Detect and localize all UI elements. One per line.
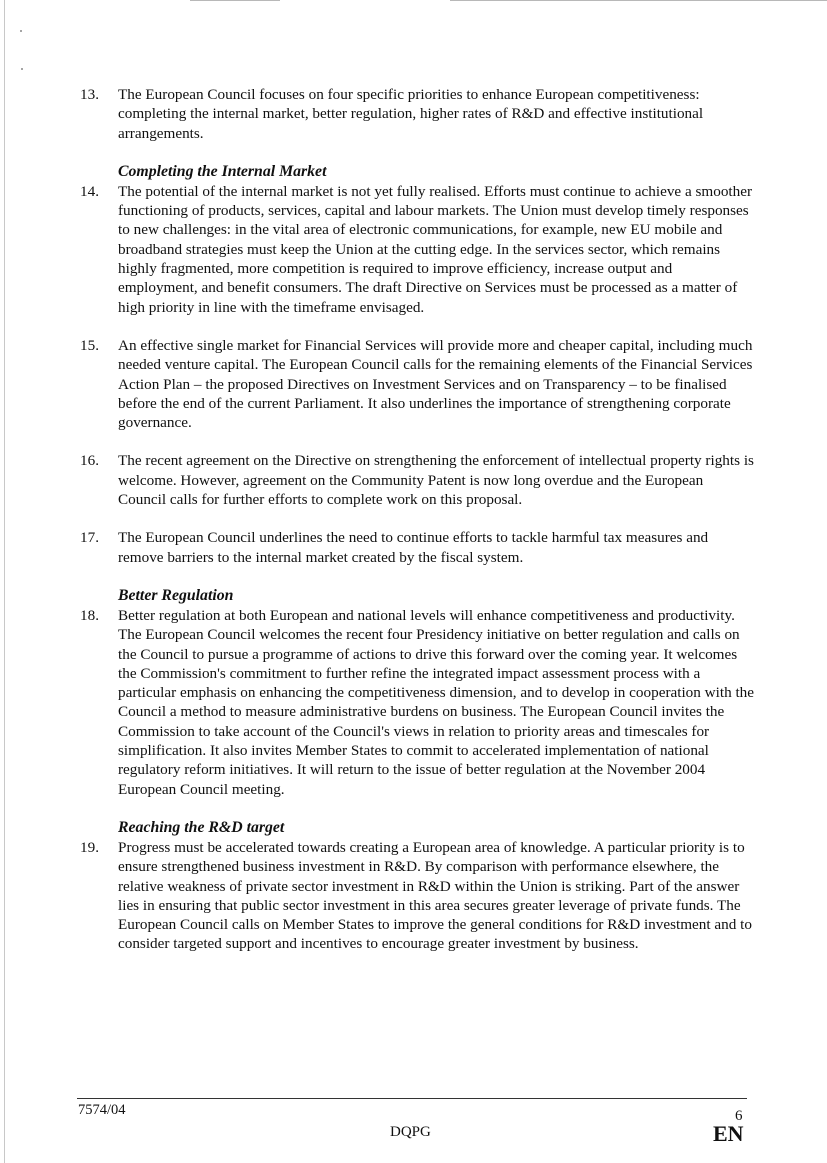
paragraph-text: The recent agreement on the Directive on strengthening the enforcement of intellectual property rights is welcome. However, agreement on the Community Patent is now long overdue and the European Council calls for further efforts to complete work on this proposal.: [118, 452, 754, 509]
paragraph-number: 19.: [80, 838, 99, 856]
paragraph-19: [80, 838, 755, 954]
paragraph-text: The European Council focuses on four specific priorities to enhance European competitiveness: completing the internal market, better regulation, higher rates of R&D and effective institutional arrangements.: [118, 86, 704, 142]
page-number: 6: [735, 1108, 743, 1124]
scan-speck: [21, 68, 23, 70]
paragraph-number: 16.: [80, 452, 99, 470]
paragraph-text: The European Council underlines the need to continue efforts to tackle harmful tax measures and remove barriers to the internal market created by the fiscal system.: [118, 529, 709, 566]
paragraph-number: 18.: [80, 606, 99, 624]
document-reference: 7574/04: [78, 1102, 126, 1118]
paragraph-text: Progress must be accelerated towards creating a European area of knowledge. A particular priority is to ensure strengthened business investment in R&D. By comparison with performance elsewhere, the relative weakness of private sector investment in R&D within the Union is striking. Part of the answer lies in ensuring that public sector investment in this area secures greater leverage of private funds. The European Council calls on Member States to improve the general conditions for R&D investment and to consider targeted support and incentives to encourage greater investment by business.: [118, 838, 752, 953]
paragraph-13: [80, 85, 755, 143]
paragraph-number: 14.: [80, 182, 99, 200]
paragraph-15: [80, 336, 755, 432]
paragraph-number: 17.: [80, 529, 99, 547]
department-code: DQPG: [390, 1124, 431, 1140]
scan-edge-line: [450, 0, 827, 1]
paragraph-14: [80, 182, 755, 317]
paragraph-text: An effective single market for Financial Services will provide more and cheaper capital, including much needed venture capital. The European Council calls for the remaining elements of the Financial Services Action Plan – the proposed Directives on Investment Services and on Transparency – to be finalised before the end of the current Parliament. It also underlines the importance of strengthening corporate governance.: [118, 336, 753, 432]
scan-edge-line: [190, 0, 280, 1]
section-heading: Completing the Internal Market: [118, 162, 327, 180]
paragraph-number: 15.: [80, 336, 99, 354]
paragraph-17: [80, 528, 755, 567]
paragraph-16: [80, 451, 755, 509]
paragraph-number: 13.: [80, 86, 99, 103]
scan-speck: [20, 30, 22, 32]
paragraph-text: Better regulation at both European and national levels will enhance competitiveness and productivity. The European Council welcomes the recent four Presidency initiative on better regulation and calls on the Council to pursue a programme of actions to drive this forward over the coming year. It welcomes the Commission's commitment to further refine the integrated impact assessment process with a particular emphasis on enhancing the competitiveness dimension, and to develop in cooperation with the Council a method to measure administrative burdens on business. The European Council invites the Commission to take account of the Council's views in relation to priority areas and timescales for simplification. It also invites Member States to commit to accelerated implementation of national regulatory reform initiatives. It will return to the issue of better regulation at the November 2004 European Council meeting.: [118, 606, 755, 798]
scan-left-edge: [4, 0, 5, 1163]
document-body: [80, 85, 755, 954]
paragraph-18: [80, 606, 755, 799]
section-heading: Better Regulation: [118, 586, 234, 604]
footer-rule: [77, 1098, 747, 1099]
section-heading: Reaching the R&D target: [118, 818, 285, 836]
paragraph-text: The potential of the internal market is not yet fully realised. Efforts must continue to achieve a smoother functioning of products, services, capital and labour markets. The Union must develop timely responses to new challenges: in the vital area of electronic communications, for example, new EU mobile and broadband strategies must keep the Union at the cutting edge. In the services sector, which remains highly fragmented, more competition is required to improve efficiency, increase output and employment, and benefit consumers. The draft Directive on Services must be processed as a matter of high priority in line with the timeframe envisaged.: [118, 182, 753, 316]
language-code: EN: [713, 1121, 744, 1146]
